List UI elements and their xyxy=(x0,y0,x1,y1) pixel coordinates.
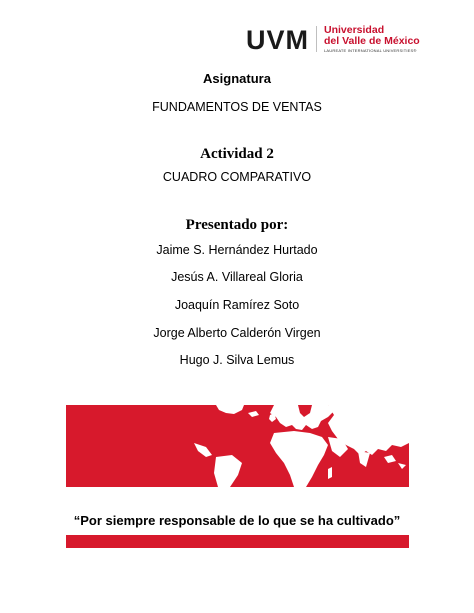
world-map-banner xyxy=(66,405,409,487)
uvm-logo xyxy=(246,24,426,54)
subject-value: FUNDAMENTOS DE VENTAS xyxy=(152,100,322,114)
author-name: Jaime S. Hernández Hurtado xyxy=(156,243,318,257)
logo-tagline: LAUREATE INTERNATIONAL UNIVERSITIES® xyxy=(324,48,417,53)
activity-label: Actividad 2 xyxy=(200,146,274,162)
presented-by-label: Presentado por: xyxy=(185,217,289,233)
author-name: Joaquín Ramírez Soto xyxy=(174,298,300,312)
world-map-illustration xyxy=(66,405,409,487)
activity-value: CUADRO COMPARATIVO xyxy=(162,170,312,184)
logo-divider xyxy=(316,26,317,52)
motto: “Por siempre responsable de lo que se ha cultivado” xyxy=(73,513,401,528)
logo-mark: UVM xyxy=(246,25,309,55)
author-name: Jorge Alberto Calderón Virgen xyxy=(153,326,321,340)
footer-red-bar xyxy=(66,535,409,548)
author-name: Jesús A. Villareal Gloria xyxy=(171,270,303,284)
subject-label: Asignatura xyxy=(203,71,271,86)
logo-name-line1: Universidad xyxy=(324,24,385,36)
author-name: Hugo J. Silva Lemus xyxy=(179,353,295,367)
logo-name-line2: del Valle de México xyxy=(324,35,420,47)
logo-university-name xyxy=(324,25,420,47)
